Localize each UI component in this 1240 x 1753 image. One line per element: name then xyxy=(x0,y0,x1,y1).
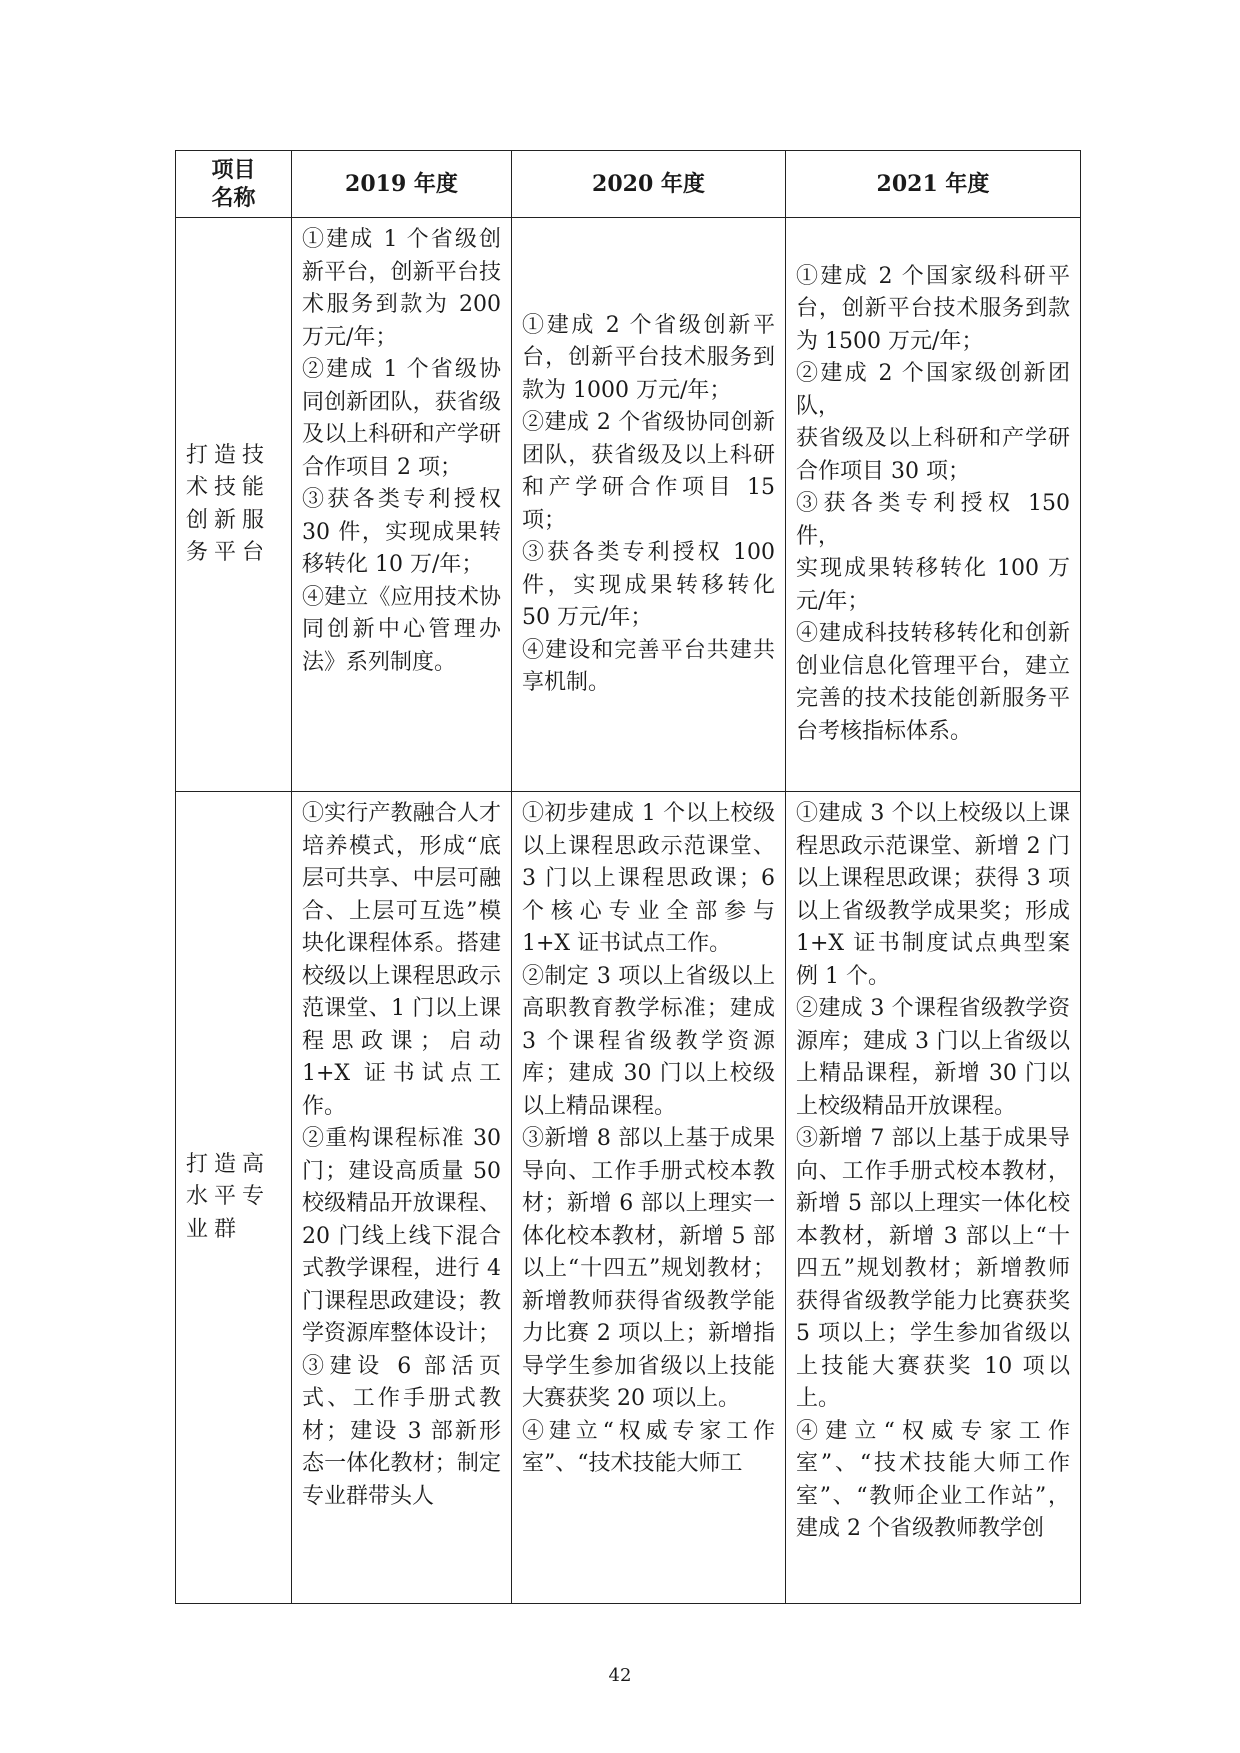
list-item: ①建成 3 个以上校级以上课程思政示范课堂、新增 2 门以上课程思政课；获得 3 项以上省级教学成果奖；形成 1+X 证书制度试点典型案例 1 个。 xyxy=(796,801,1070,989)
project-table xyxy=(175,150,1081,1604)
list-item: ③获各类专利授权 30 件，实现成果转移转化 10 万/年； xyxy=(302,487,501,577)
list-item: ②制定 3 项以上省级以上高职教育教学标准；建成 3 个课程省级教学资源库；建成 30 门以上校级以上精品课程。 xyxy=(522,963,775,1119)
cell-2021-specialty xyxy=(786,792,1081,1604)
header-2021: 2021 年度 xyxy=(786,151,1081,218)
cell-2019-platform xyxy=(292,218,512,792)
row-name-specialty-group: 打造高水平专业群 xyxy=(176,792,292,1604)
list-item: ②建成 2 个省级协同创新团队，获省级及以上科研和产学研合作项目 15 项； xyxy=(522,410,775,533)
page-number: 42 xyxy=(608,1665,632,1686)
list-item: ④建成科技转移转化和创新创业信息化管理平台，建立完善的技术技能创新服务平台考核指标体系。 xyxy=(796,621,1070,744)
list-item: ①建成 1 个省级创新平台，创新平台技术服务到款为 200 万元/年； xyxy=(302,227,501,350)
cell-2019-specialty xyxy=(292,792,512,1604)
table-header-row xyxy=(176,151,1081,218)
header-2020: 2020 年度 xyxy=(512,151,786,218)
list-item: ③新增 8 部以上基于成果导向、工作手册式校本教材；新增 6 部以上理实一体化校本教材，新增 5 部以上“十四五”规划教材；新增教师获得省级教学能力比赛 2 项以上；新增指导学生参加省级以上技能大赛获奖 20 项以上。 xyxy=(522,1126,775,1411)
row-name-platform: 打造技术技能创新服务平台 xyxy=(176,218,292,792)
list-item: ①建成 2 个国家级科研平台，创新平台技术服务到款为 1500 万元/年； xyxy=(796,263,1070,354)
list-item: ③新增 7 部以上基于成果导向、工作手册式校本教材，新增 5 部以上理实一体化校本教材，新增 3 部以上“十四五”规划教材；新增教师获得省级教学能力比赛获奖 5 项以上；学生参加省级以上技能大赛获奖 10 项以上。 xyxy=(796,1126,1070,1411)
list-item: ③建设 6 部活页式、工作手册式教材；建设 3 部新形态一体化教材；制定专业群带头人 xyxy=(302,1353,501,1509)
header-2019: 2019 年度 xyxy=(292,151,512,218)
list-item: ④建立“权威专家工作室”、“技术技能大师工 xyxy=(522,1418,775,1476)
list-item: ③获各类专利授权 100 件，实现成果转移转化 50 万元/年； xyxy=(522,540,775,630)
list-item: ②建成 3 个课程省级教学资源库；建成 3 门以上省级以上精品课程，新增 30 门以上校级精品开放课程。 xyxy=(796,996,1070,1119)
header-project-name: 项目 名称 xyxy=(176,151,292,218)
list-item: ②重构课程标准 30 门；建设高质量 50 校级精品开放课程、20 门线上线下混合式教学课程，进行 4 门课程思政建设；教学资源库整体设计； xyxy=(302,1126,501,1346)
cell-2020-specialty xyxy=(512,792,786,1604)
list-item: ②建成 2 个国家级创新团队， xyxy=(796,361,1070,419)
list-item: ③获各类专利授权 150 件， xyxy=(796,491,1070,549)
cell-2021-platform xyxy=(786,218,1081,792)
list-item: ④建立《应用技术协同创新中心管理办法》系列制度。 xyxy=(302,584,501,675)
list-item: ②建成 1 个省级协同创新团队，获省级及以上科研和产学研合作项目 2 项； xyxy=(302,357,501,480)
list-item: ①实行产教融合人才培养模式，形成“底层可共享、中层可融合、上层可互选”模块化课程体系。搭建校级以上课程思政示范课堂、1 门以上课程思政课；启动 1+X 证书试点工作。 xyxy=(302,801,501,1119)
cell-2020-platform xyxy=(512,218,786,792)
list-item: ①建成 2 个省级创新平台，创新平台技术服务到款为 1000 万元/年； xyxy=(522,312,775,403)
list-item: ①初步建成 1 个以上校级以上课程思政示范课堂、3 门以上课程思政课；6 个核心专业全部参与 1+X 证书试点工作。 xyxy=(522,801,775,956)
list-item: ④建设和完善平台共建共享机制。 xyxy=(522,637,775,695)
table-row xyxy=(176,792,1081,1604)
list-item: ④建立“权威专家工作室”、“技术技能大师工作室”、“教师企业工作站”，建成 2 个省级教师教学创 xyxy=(796,1418,1070,1541)
list-item: 获省级及以上科研和产学研合作项目 30 项； xyxy=(796,426,1070,484)
table-row xyxy=(176,218,1081,792)
list-item: 实现成果转移转化 100 万元/年； xyxy=(796,556,1070,614)
